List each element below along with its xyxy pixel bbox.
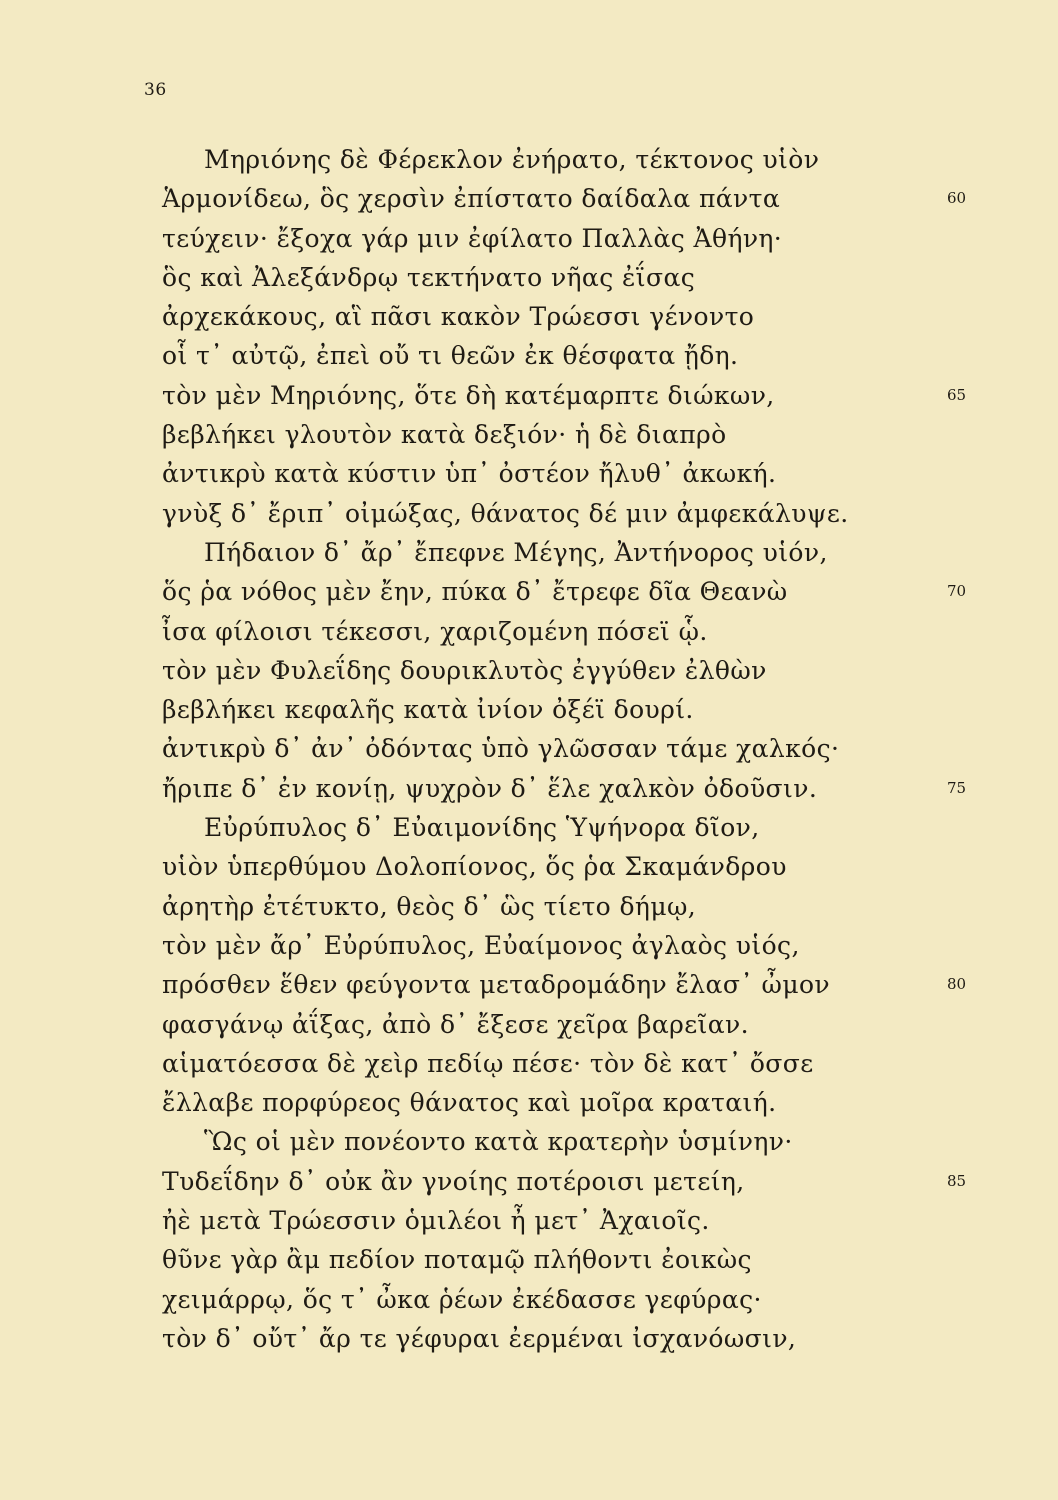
verse-text: ἀντικρὺ δ᾽ ἀν᾽ ὀδόντας ὑπὸ γλῶσσαν τάμε χαλκός· [162, 734, 840, 764]
verse-text: πρόσθεν ἕθεν φεύγοντα μεταδρομάδην ἔλασ᾽ ὦμον [162, 970, 831, 1000]
line-number: 85 [947, 1171, 967, 1190]
verse-line [0, 808, 1058, 847]
verse-line [0, 1201, 1058, 1240]
line-number: 60 [947, 189, 967, 208]
verse-line [0, 612, 1058, 651]
verse-text: τὸν μὲν Μηριόνης, ὅτε δὴ κατέμαρπτε διώκων, [162, 380, 775, 410]
verse-line [0, 140, 1058, 179]
verse-text: Τυδεΐδην δ᾽ οὐκ ἂν γνοίης ποτέροισι μετείη, [162, 1166, 745, 1196]
verse-text: ἀρητὴρ ἐτέτυκτο, θεὸς δ᾽ ὣς τίετο δήμῳ, [162, 891, 697, 921]
verse-text: φασγάνῳ ἀΐξας, ἀπὸ δ᾽ ἔξεσε χεῖρα βαρεῖαν. [162, 1009, 749, 1039]
verse-text: ἠὲ μετὰ Τρώεσσιν ὁμιλέοι ἦ μετ᾽ Ἀχαιοῖς. [162, 1206, 710, 1236]
verse-line [0, 572, 1058, 611]
line-number: 65 [947, 385, 967, 404]
verse-line [0, 965, 1058, 1004]
verse-lines [0, 140, 1058, 1358]
verse-line [0, 651, 1058, 690]
verse-text: γνὺξ δ᾽ ἔριπ᾽ οἰμώξας, θάνατος δέ μιν ἀμφεκάλυψε. [162, 498, 849, 528]
verse-line [0, 258, 1058, 297]
verse-text: Εὐρύπυλος δ᾽ Εὐαιμονίδης Ὑψήνορα δῖον, [204, 813, 760, 843]
verse-line [0, 219, 1058, 258]
verse-text: βεβλήκει κεφαλῆς κατὰ ἰνίον ὀξέϊ δουρί. [162, 695, 694, 725]
verse-text: χειμάρρῳ, ὅς τ᾽ ὦκα ῥέων ἐκέδασσε γεφύρας· [162, 1284, 762, 1314]
verse-line [0, 1044, 1058, 1083]
verse-text: ἀντικρὺ κατὰ κύστιν ὑπ᾽ ὀστέον ἤλυθ᾽ ἀκωκή. [162, 459, 777, 489]
verse-text: βεβλήκει γλουτὸν κατὰ δεξιόν· ἡ δὲ διαπρὸ [162, 420, 727, 450]
verse-line [0, 1280, 1058, 1319]
verse-text: Μηριόνης δὲ Φέρεκλον ἐνήρατο, τέκτονος υἱὸν [204, 145, 820, 174]
verse-text: Ὣς οἱ μὲν πονέοντο κατὰ κρατερὴν ὑσμίνην· [204, 1127, 793, 1157]
verse-text: ἶσα φίλοισι τέκεσσι, χαριζομένη πόσεϊ ᾧ. [162, 616, 708, 646]
verse-text: Ἁρμονίδεω, ὃς χερσὶν ἐπίστατο δαίδαλα πάντα [162, 184, 781, 214]
verse-text: τὸν μὲν ἄρ᾽ Εὐρύπυλος, Εὐαίμονος ἀγλαὸς υἱός, [162, 930, 800, 960]
line-number: 70 [947, 582, 967, 601]
verse-line [0, 376, 1058, 415]
verse-text: ὅς ῥα νόθος μὲν ἔην, πύκα δ᾽ ἔτρεφε δῖα Θεανὼ [162, 577, 788, 607]
verse-line [0, 1319, 1058, 1358]
verse-text: τεύχειν· ἔξοχα γάρ μιν ἐφίλατο Παλλὰς Ἀθήνη· [162, 223, 783, 253]
verse-text: ἤριπε δ᾽ ἐν κονίῃ, ψυχρὸν δ᾽ ἕλε χαλκὸν ὀδοῦσιν. [162, 773, 818, 803]
verse-line [0, 336, 1058, 375]
verse-line [0, 690, 1058, 729]
verse-line [0, 729, 1058, 768]
verse-text: οἷ τ᾽ αὐτῷ, ἐπεὶ οὔ τι θεῶν ἐκ θέσφατα ᾔδη. [162, 341, 739, 371]
page-number: 36 [144, 80, 167, 100]
verse-text: ἀρχεκάκους, αἳ πᾶσι κακὸν Τρώεσσι γένοντο [162, 302, 755, 332]
verse-line [0, 297, 1058, 336]
verse-line [0, 1162, 1058, 1201]
verse-line [0, 454, 1058, 493]
verse-line [0, 1083, 1058, 1122]
verse-text: τὸν δ᾽ οὔτ᾽ ἄρ τε γέφυραι ἐερμέναι ἰσχανόωσιν, [162, 1323, 797, 1353]
verse-line [0, 494, 1058, 533]
verse-text: υἱὸν ὑπερθύμου Δολοπίονος, ὅς ῥα Σκαμάνδρου [162, 852, 787, 882]
verse-line [0, 1005, 1058, 1044]
verse-line [0, 415, 1058, 454]
verse-text: αἱματόεσσα δὲ χεὶρ πεδίῳ πέσε· τὸν δὲ κατ᾽ ὄσσε [162, 1048, 814, 1078]
verse-line [0, 179, 1058, 218]
verse-line [0, 1122, 1058, 1161]
line-number: 80 [947, 975, 967, 994]
verse-line [0, 847, 1058, 886]
verse-text: ὃς καὶ Ἀλεξάνδρῳ τεκτήνατο νῆας ἐΐσας [162, 262, 696, 292]
verse-line [0, 926, 1058, 965]
verse-line [0, 769, 1058, 808]
verse-line [0, 1240, 1058, 1279]
verse-line [0, 887, 1058, 926]
verse-text: ἔλλαβε πορφύρεος θάνατος καὶ μοῖρα κραταιή. [162, 1088, 777, 1118]
verse-text: τὸν μὲν Φυλεΐδης δουρικλυτὸς ἐγγύθεν ἐλθὼν [162, 655, 767, 685]
verse-line [0, 533, 1058, 572]
verse-text: θῦνε γὰρ ἂμ πεδίον ποταμῷ πλήθοντι ἐοικὼς [162, 1245, 752, 1275]
verse-text: Πήδαιον δ᾽ ἄρ᾽ ἔπεφνε Μέγης, Ἀντήνορος υἱόν, [204, 537, 828, 567]
line-number: 75 [947, 778, 967, 797]
